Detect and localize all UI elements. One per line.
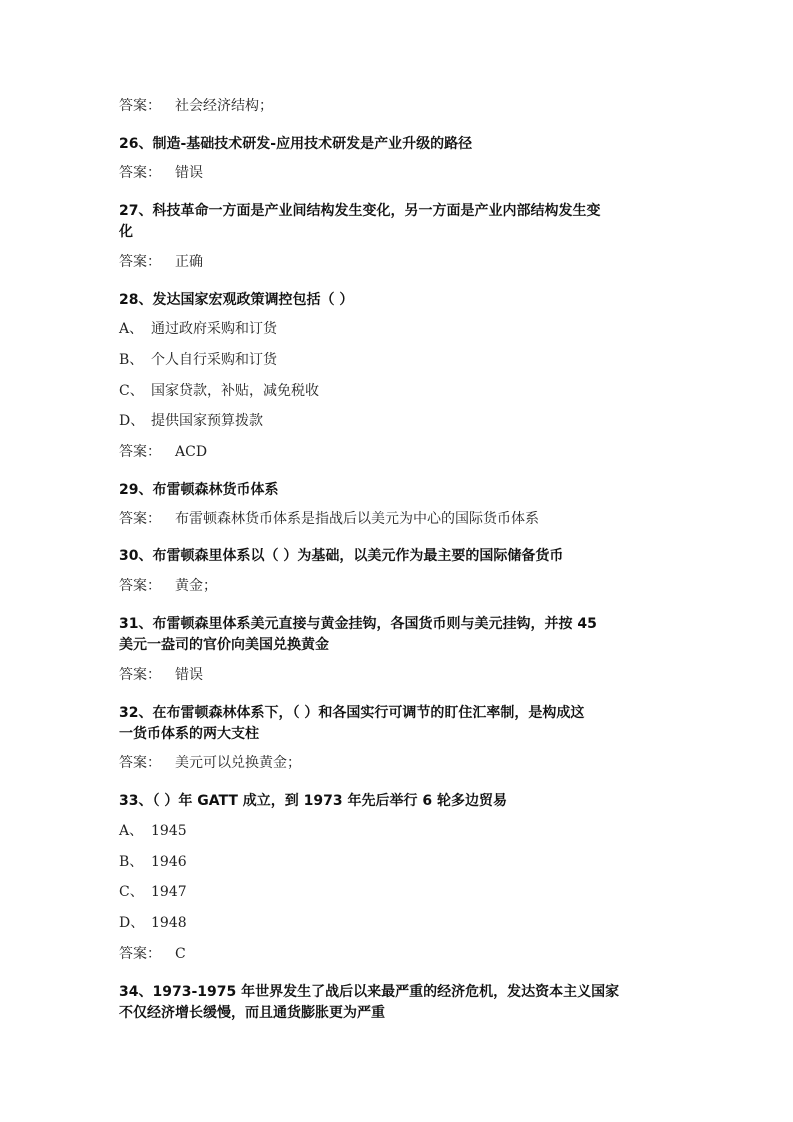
answer-label: 答案： — [119, 667, 161, 683]
question-31-line-2: 美元一盎司的官价向美国兑换黄金 — [119, 637, 329, 653]
option-letter: C、 — [119, 884, 144, 900]
option-letter: A、 — [119, 823, 144, 839]
option-28-c — [119, 381, 679, 402]
question-31-line-1: 31、布雷顿森里体系美元直接与黄金挂钩，各国货币则与美元挂钩，并按 45 — [119, 616, 597, 632]
answer-label: 答案： — [119, 755, 161, 771]
option-33-b — [119, 852, 679, 873]
question-30: 30、布雷顿森里体系以（ ）为基础，以美元作为最主要的国际储备货币 — [119, 548, 564, 564]
answer-30 — [119, 576, 679, 597]
option-text: 通过政府采购和订货 — [151, 321, 277, 337]
option-33-c — [119, 882, 679, 903]
option-text: 个人自行采购和订货 — [151, 352, 277, 368]
option-text: 1946 — [151, 854, 187, 870]
question-27-line-1: 27、科技革命一方面是产业间结构发生变化，另一方面是产业内部结构发生变 — [119, 203, 601, 219]
answer-31 — [119, 665, 679, 686]
option-letter: B、 — [119, 854, 144, 870]
answer-label: 答案： — [119, 254, 161, 270]
answer-26 — [119, 163, 679, 184]
answer-value: 美元可以兑换黄金； — [175, 755, 301, 771]
option-text: 提供国家预算拨款 — [151, 413, 263, 429]
answer-value: 错误 — [175, 165, 203, 181]
option-letter: D、 — [119, 915, 145, 931]
answer-label: 答案： — [119, 165, 161, 181]
option-letter: C、 — [119, 383, 144, 399]
answer-25 — [119, 96, 679, 117]
option-33-a — [119, 821, 679, 842]
answer-value: ACD — [175, 444, 208, 460]
option-text: 1945 — [151, 823, 187, 839]
answer-label: 答案： — [119, 98, 161, 114]
answer-value: 社会经济结构； — [175, 98, 273, 114]
option-text: 国家贷款，补贴，减免税收 — [151, 383, 319, 399]
question-26: 26、制造-基础技术研发-应用技术研发是产业升级的路径 — [119, 136, 473, 152]
answer-value: 黄金； — [175, 578, 217, 594]
answer-33 — [119, 944, 679, 965]
question-32-line-2: 一货币体系的两大支柱 — [119, 726, 259, 742]
answer-value: 错误 — [175, 667, 203, 683]
option-letter: B、 — [119, 352, 144, 368]
option-letter: A、 — [119, 321, 144, 337]
answer-value: 正确 — [175, 254, 203, 270]
answer-27 — [119, 252, 679, 273]
option-28-a — [119, 319, 679, 340]
question-33: 33、（ ）年 GATT 成立，到 1973 年先后举行 6 轮多边贸易 — [119, 793, 507, 809]
answer-label: 答案： — [119, 946, 161, 962]
question-34-line-2: 不仅经济增长缓慢，而且通货膨胀更为严重 — [119, 1005, 385, 1021]
answer-label: 答案： — [119, 511, 161, 527]
answer-29 — [119, 509, 679, 530]
answer-32 — [119, 753, 679, 774]
option-text: 1947 — [151, 884, 187, 900]
option-text: 1948 — [151, 915, 187, 931]
question-28: 28、发达国家宏观政策调控包括（ ） — [119, 292, 354, 308]
answer-value: 布雷顿森林货币体系是指战后以美元为中心的国际货币体系 — [175, 511, 539, 527]
option-28-b — [119, 350, 679, 371]
option-28-d — [119, 411, 679, 432]
answer-label: 答案： — [119, 444, 161, 460]
question-32-line-1: 32、在布雷顿森林体系下，（ ）和各国实行可调节的盯住汇率制，是构成这 — [119, 705, 585, 721]
question-29: 29、布雷顿森林货币体系 — [119, 482, 279, 498]
question-34-line-1: 34、1973-1975 年世界发生了战后以来最严重的经济危机，发达资本主义国家 — [119, 984, 620, 1000]
option-letter: D、 — [119, 413, 145, 429]
answer-label: 答案： — [119, 578, 161, 594]
answer-28 — [119, 442, 679, 463]
option-33-d — [119, 913, 679, 934]
question-27-line-2: 化 — [119, 224, 133, 240]
answer-value: C — [175, 946, 186, 962]
